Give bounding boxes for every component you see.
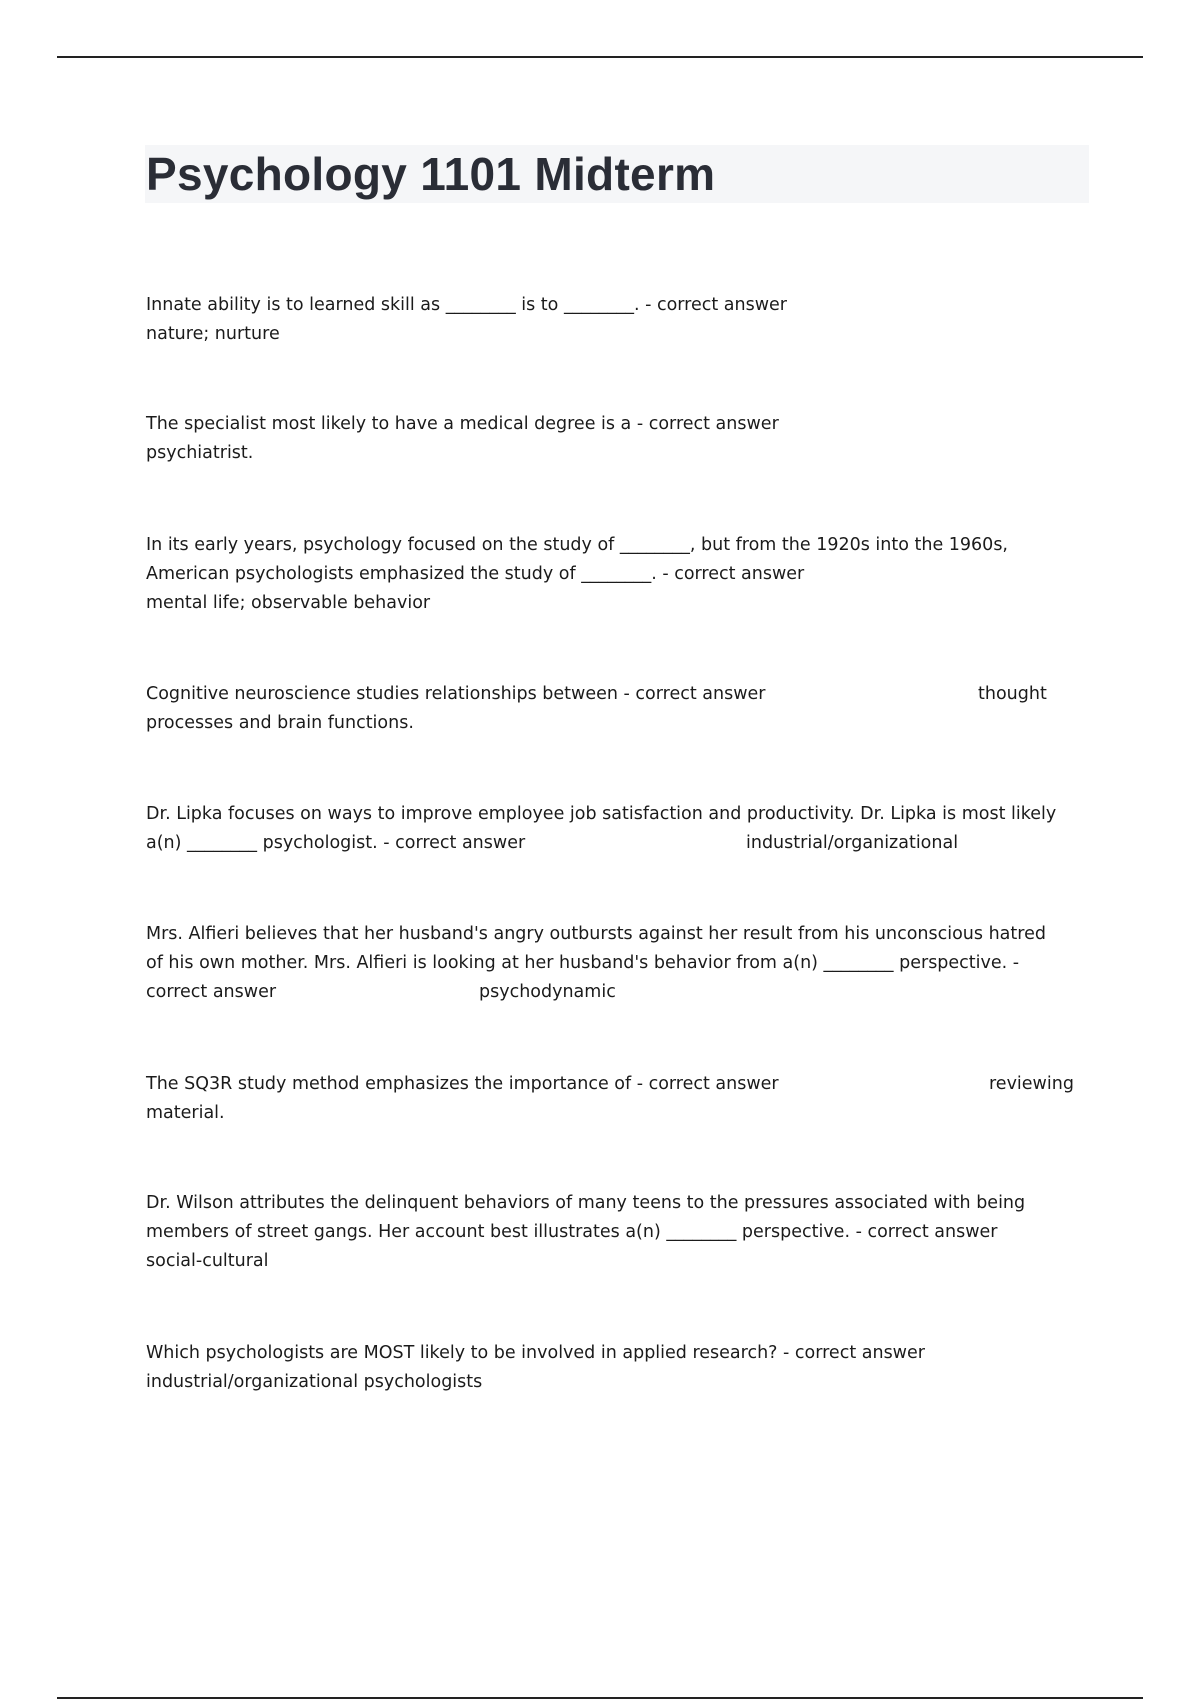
question-text: Cognitive neuroscience studies relationships between - correct answer xyxy=(146,684,766,704)
question-text: members of street gangs. Her account best illustrates a(n) ________ perspective. - correct answer xyxy=(146,1222,998,1242)
qa-item-2 xyxy=(146,410,1082,468)
answer-text: psychiatrist. xyxy=(146,443,254,463)
qa-item-8 xyxy=(146,1189,1082,1276)
top-rule xyxy=(57,56,1143,58)
qa-item-3 xyxy=(146,531,1082,618)
answer-text: material. xyxy=(146,1103,225,1123)
question-text: The SQ3R study method emphasizes the importance of - correct answer xyxy=(146,1074,779,1094)
answer-text: thought xyxy=(978,684,1047,704)
question-text: of his own mother. Mrs. Alfieri is looking at her husband's behavior from a(n) ________ perspective. - xyxy=(146,953,1020,973)
answer-text: psychodynamic xyxy=(479,982,616,1002)
qa-item-5 xyxy=(146,800,1082,858)
qa-item-6 xyxy=(146,920,1082,1007)
answer-text: industrial/organizational xyxy=(746,833,959,853)
question-text: Dr. Wilson attributes the delinquent behaviors of many teens to the pressures associated with being xyxy=(146,1193,1026,1213)
answer-text: industrial/organizational psychologists xyxy=(146,1372,483,1392)
question-text: Innate ability is to learned skill as ________ is to ________. - correct answer xyxy=(146,295,787,315)
qa-item-1 xyxy=(146,291,1082,349)
qa-item-7 xyxy=(146,1070,1082,1128)
answer-text: processes and brain functions. xyxy=(146,713,414,733)
bottom-rule xyxy=(57,1697,1143,1699)
answer-text: mental life; observable behavior xyxy=(146,593,431,613)
question-text: Dr. Lipka focuses on ways to improve employee job satisfaction and productivity. Dr. Lipka is most likely xyxy=(146,804,1057,824)
qa-item-9 xyxy=(146,1339,1082,1397)
answer-text: nature; nurture xyxy=(146,324,280,344)
question-text: In its early years, psychology focused on the study of ________, but from the 1920s into the 1960s, xyxy=(146,535,1008,555)
question-text: Which psychologists are MOST likely to be involved in applied research? - correct answer xyxy=(146,1343,925,1363)
qa-item-4 xyxy=(146,680,1082,738)
question-text: American psychologists emphasized the study of ________. - correct answer xyxy=(146,564,805,584)
question-text: a(n) ________ psychologist. - correct answer xyxy=(146,833,526,853)
page-title: Psychology 1101 Midterm xyxy=(146,148,716,200)
question-text: correct answer xyxy=(146,982,277,1002)
answer-text: reviewing xyxy=(989,1074,1074,1094)
question-text: Mrs. Alfieri believes that her husband's angry outbursts against her result from his unconscious hatred xyxy=(146,924,1046,944)
question-text: The specialist most likely to have a medical degree is a - correct answer xyxy=(146,414,779,434)
answer-text: social-cultural xyxy=(146,1251,269,1271)
